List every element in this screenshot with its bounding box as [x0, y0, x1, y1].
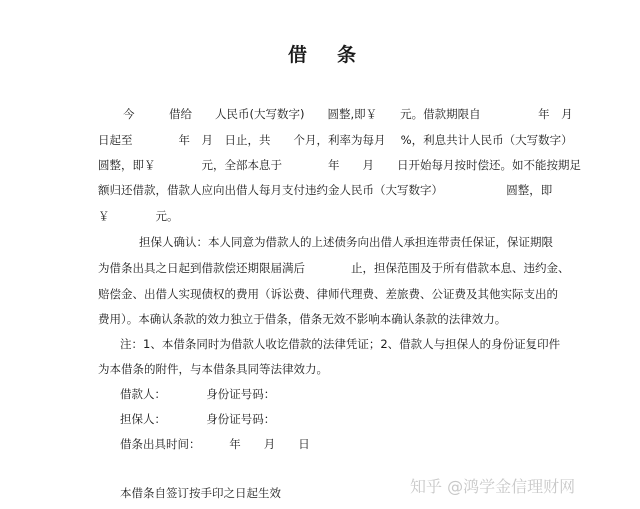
effective-clause: 本借条自签订按手印之日起生效	[120, 486, 281, 500]
guarantee-line: 担保人确认：本人同意为借款人的上述债务向出借人承担连带责任保证，保证期限	[139, 235, 553, 249]
borrower-signature-line: 借款人： 身份证号码：	[120, 387, 276, 401]
document-title: 借条	[288, 44, 387, 66]
guarantor-signature-line: 担保人： 身份证号码：	[120, 412, 276, 426]
issue-date-line: 借条出具时间： 年 月 日	[120, 437, 310, 451]
watermark: 知乎 @鸿学金信理财网	[410, 477, 576, 496]
note-line: 注：1、本借条同时为借款人收讫借款的法律凭证；2、借款人与担保人的身份证复印件	[120, 337, 561, 351]
body-line: ￥ 元。	[98, 209, 179, 223]
body-line: 圆整，即￥ 元，全部本息于 年 月 日开始每月按时偿还。如不能按期足	[98, 158, 581, 172]
note-line: 为本借条的附件，与本借条具同等法律效力。	[98, 362, 328, 376]
body-line: 今 借给 人民币(大写数字) 圆整,即￥ 元。借款期限自 年 月	[123, 107, 573, 121]
guarantee-line: 赔偿金、出借人实现债权的费用（诉讼费、律师代理费、差旅费、公证费及其他实际支出的	[98, 287, 558, 301]
body-line: 额归还借款，借款人应向出借人每月支付违约金人民币（大写数字） 圆整，即	[98, 183, 553, 197]
guarantee-line: 为借条出具之日起到借款偿还期限届满后 止，担保范围及于所有借款本息、违约金、	[98, 261, 570, 275]
body-line: 日起至 年 月 日止，共 个月，利率为每月 %，利息共计人民币（大写数字）	[98, 133, 573, 147]
guarantee-line: 费用）。本确认条款的效力独立于借条，借条无效不影响本确认条款的法律效力。	[98, 312, 507, 326]
